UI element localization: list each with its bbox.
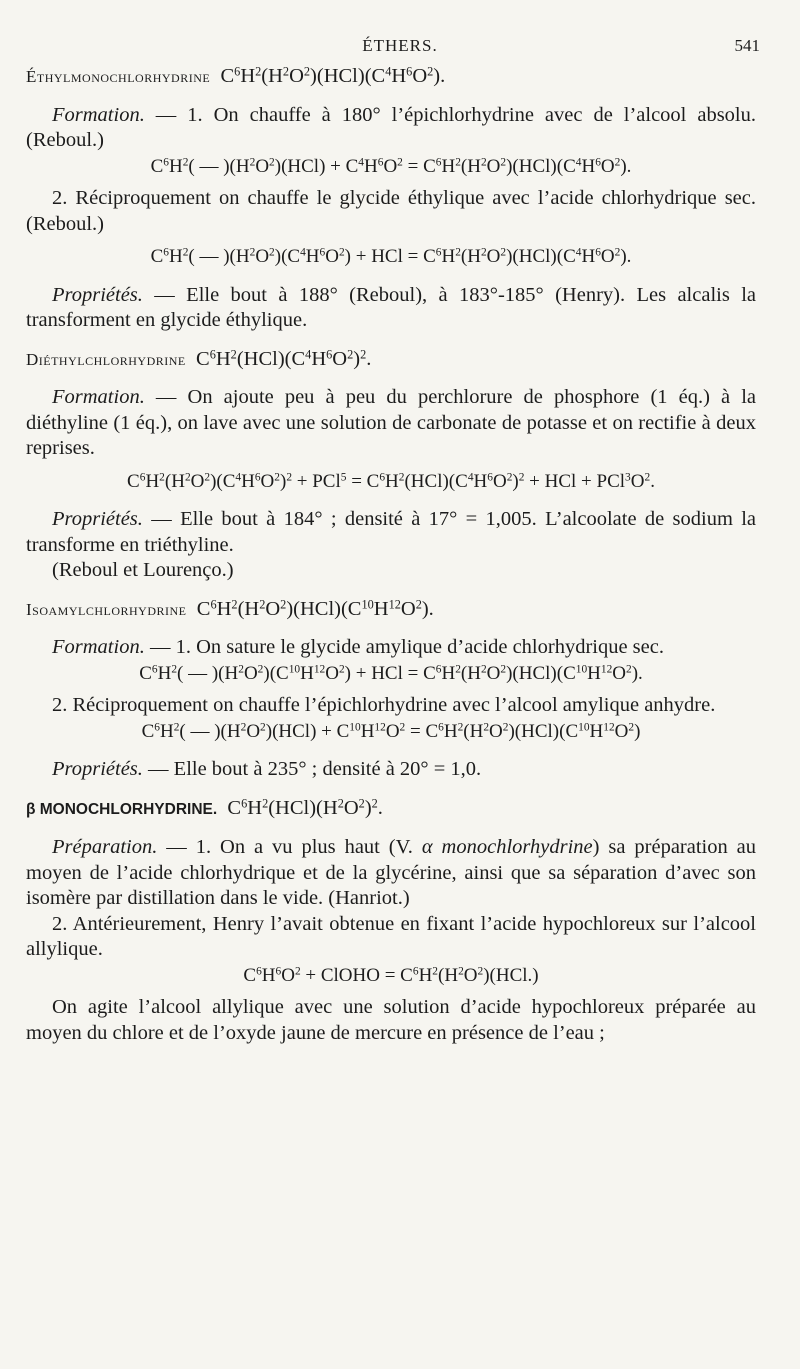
compound-formula: $C^6H^2(HCl)(H^2O^2)^2$.	[227, 795, 383, 819]
paragraph	[26, 103, 756, 154]
paragraph	[26, 385, 756, 462]
equation: $C^6H^6O^2$ + ClOHO = $C^6H^2(H^2O^2)(HCl.)$	[243, 964, 539, 986]
compound-heading	[26, 597, 756, 623]
compound-name: Diéthylchlorhydrine	[26, 349, 186, 369]
paragraph	[26, 507, 756, 558]
compound-formula: $C^6H^2(H^2O^2)(HCl)(C^{10}H^{12}O^2)$.	[196, 596, 434, 620]
running-title: ÉTHERS.	[362, 36, 438, 55]
paragraph: On agite l’alcool allylique avec une solution d’acide hypochloreux préparée au moyen du chlore et de l’oxyde jaune de mercure en présence de l’eau ;	[26, 996, 756, 1044]
compound-heading	[26, 347, 756, 373]
paragraph-text: — 1. On sature le glycide amylique d’acide chlorhydrique sec.	[149, 636, 664, 658]
section-label: Propriétés.	[52, 758, 143, 780]
paragraph-text: — Elle bout à 184° ; densité à 17° = 1,005. L’alcoolate de sodium la transforme en triéthyline.	[26, 508, 757, 556]
section-label: Préparation.	[52, 836, 158, 858]
page-header	[0, 36, 800, 62]
equation: $C^6H^2$( — )$(H^2O^2)(HCl) + C^{10}H^{12}O^2 = C^6H^2(H^2O^2)(HCl)(C^{10}H^{12}O^2)$	[141, 720, 641, 742]
paragraph: 2. Réciproquement on chauffe le glycide éthylique avec l’acide chlorhydrique sec. (Reboul.)	[26, 187, 756, 235]
section-label: Propriétés.	[52, 508, 143, 530]
section-label: Formation.	[52, 386, 145, 408]
paragraph: 2. Réciproquement on chauffe l’épichlorhydrine avec l’alcool amylique anhydre.	[52, 694, 716, 716]
equation: $C^6H^2(H^2O^2)(C^4H^6O^2)^2 + PCl^5 = C^6H^2(HCl)(C^4H^6O^2)^2$ + HCl + $PCl^3O^2$.	[127, 470, 655, 492]
page-number: 541	[734, 36, 760, 55]
paragraph: (Reboul et Lourenço.)	[52, 559, 234, 581]
equation: $C^6H^2$( — )$(H^2O^2)(HCl) + C^4H^6O^2 = C^6H^2(H^2O^2)(HCl)(C^4H^6O^2)$.	[150, 155, 632, 177]
paragraph	[26, 757, 756, 783]
compound-name: β MONOCHLORHYDRINE.	[26, 800, 218, 818]
paragraph-text: — Elle bout à 235° ; densité à 20° = 1,0.	[148, 758, 482, 780]
compound-name: Isoamylchlorhydrine	[26, 599, 187, 619]
paragraph-text: — 1. On chauffe à 180° l’épichlorhydrine avec de l’alcool absolu. (Reboul.)	[26, 103, 756, 151]
section-label: Formation.	[52, 103, 145, 126]
compound-formula: $C^6H^2(HCl)(C^4H^6O^2)^2$.	[196, 346, 372, 370]
compound-heading	[26, 796, 756, 823]
compound-heading	[26, 64, 756, 90]
page-body	[26, 64, 756, 1046]
compound-name: Éthylmonochlorhydrine	[26, 67, 211, 86]
paragraph-text: — 1. On a vu plus haut (V. α monochlorhydrine) sa préparation au moyen de l’acide chlorhydrique et de la glycérine, ainsi que sa séparation d’avec son isomère par distillation dans le vide. (Hanriot.)	[26, 836, 757, 909]
paragraph: 2. Antérieurement, Henry l’avait obtenue en fixant l’acide hypochloreux sur l’alcool allylique.	[26, 912, 756, 960]
paragraph	[26, 635, 756, 661]
paragraph	[26, 283, 756, 334]
paragraph-text: — Elle bout à 188° (Reboul), à 183°-185° (Henry). Les alcalis la transforment en glycide éthylique.	[26, 283, 756, 331]
paragraph-text: — On ajoute peu à peu du perchlorure de phosphore (1 éq.) à la diéthyline (1 éq.), on lave avec une solution de carbonate de potasse et on rectifie à deux reprises.	[26, 386, 757, 459]
paragraph	[26, 835, 756, 912]
equation: $C^6H^2$( — )$(H^2O^2)(C^{10}H^{12}O^2)$ + HCl = $C^6H^2(H^2O^2)(HCl)(C^{10}H^{12}O^2)$.	[139, 662, 643, 684]
compound-formula: $C^6H^2(H^2O^2)(HCl)(C^4H^6O^2)$.	[220, 64, 446, 87]
section-label: Propriétés.	[52, 283, 143, 306]
section-label: Formation.	[52, 636, 145, 658]
equation: $C^6H^2$( — )$(H^2O^2)(C^4H^6O^2)$ + HCl = $C^6H^2(H^2O^2)(HCl)(C^4H^6O^2)$.	[150, 246, 632, 267]
